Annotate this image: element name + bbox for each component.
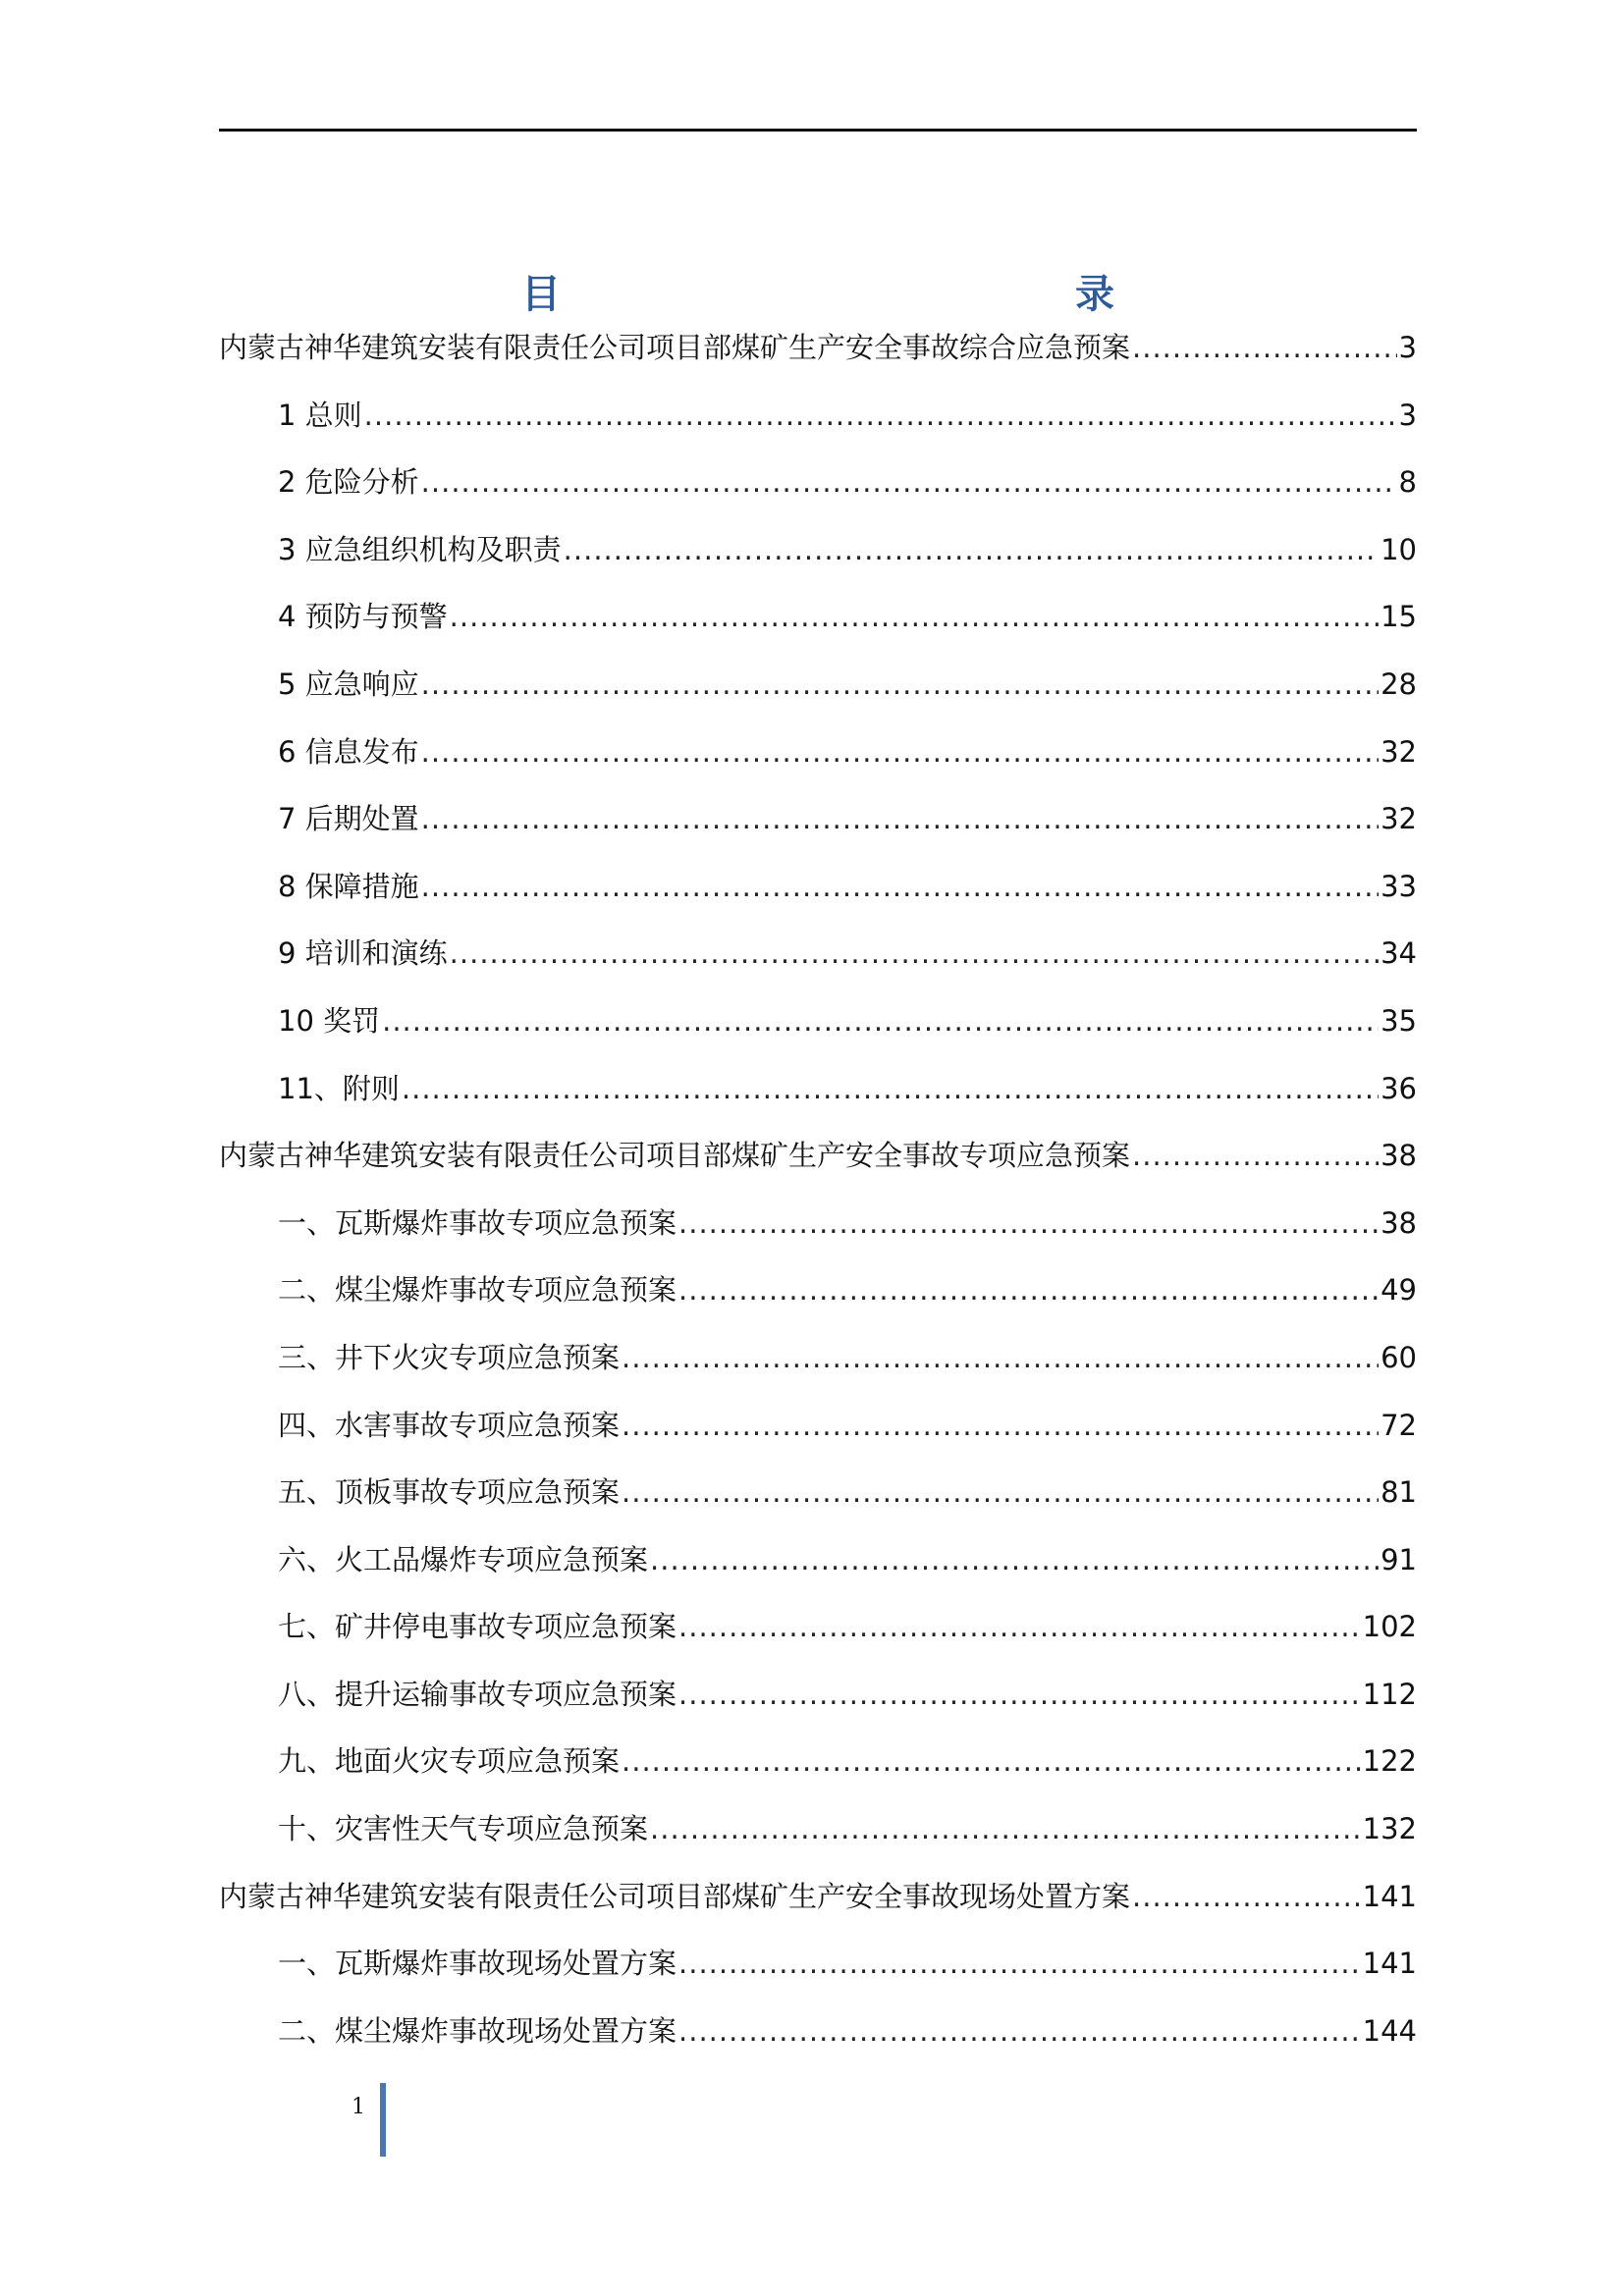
- toc-title: [219, 267, 1417, 322]
- toc-entry-label: 二、煤尘爆炸事故专项应急预案: [278, 1273, 677, 1308]
- toc-leader-dots: [450, 928, 1379, 979]
- table-of-contents: [219, 322, 1417, 2072]
- toc-title-char-2: 录: [1075, 271, 1114, 317]
- toc-leader-dots: [382, 995, 1379, 1046]
- toc-entry[interactable]: [219, 524, 1417, 592]
- toc-entry[interactable]: [219, 659, 1417, 726]
- toc-entry[interactable]: [219, 1938, 1417, 2005]
- toc-entry-page: 141: [1362, 1947, 1417, 1981]
- toc-entry[interactable]: [219, 1735, 1417, 1803]
- toc-entry-page: 32: [1380, 734, 1417, 769]
- toc-entry[interactable]: [219, 995, 1417, 1063]
- toc-entry-label: 三、井下火灾专项应急预案: [278, 1340, 621, 1374]
- toc-entry-label: 7 后期处置: [278, 802, 419, 836]
- toc-leader-dots: [421, 793, 1379, 844]
- toc-entry-page: 38: [1380, 1139, 1417, 1173]
- toc-entry-label: 十、灾害性天气专项应急预案: [278, 1812, 649, 1846]
- toc-entry[interactable]: [219, 1332, 1417, 1400]
- toc-entry[interactable]: [219, 1871, 1417, 1939]
- toc-entry[interactable]: [219, 726, 1417, 794]
- toc-entry-label: 内蒙古神华建筑安装有限责任公司项目部煤矿生产安全事故综合应急预案: [219, 331, 1131, 364]
- toc-entry[interactable]: [219, 456, 1417, 524]
- toc-leader-dots: [421, 726, 1379, 777]
- toc-entry-page: 81: [1380, 1475, 1417, 1510]
- toc-leader-dots: [450, 591, 1379, 642]
- toc-leader-dots: [678, 1669, 1361, 1720]
- footer-accent-bar: [380, 2083, 386, 2157]
- toc-leader-dots: [650, 1534, 1379, 1585]
- toc-entry-page: 3: [1398, 398, 1417, 432]
- toc-entry-label: 内蒙古神华建筑安装有限责任公司项目部煤矿生产安全事故专项应急预案: [219, 1139, 1131, 1173]
- toc-leader-dots: [622, 1332, 1379, 1383]
- toc-entry-page: 32: [1380, 802, 1417, 836]
- toc-entry-label: 一、瓦斯爆炸事故现场处置方案: [278, 1947, 677, 1981]
- toc-entry-page: 28: [1380, 667, 1417, 701]
- toc-entry[interactable]: [219, 1534, 1417, 1602]
- toc-entry-page: 112: [1362, 1677, 1417, 1711]
- toc-entry-page: 15: [1380, 600, 1417, 634]
- toc-entry-label: 二、煤尘爆炸事故现场处置方案: [278, 2013, 677, 2048]
- page-number: 1: [352, 2095, 365, 2119]
- toc-entry-label: 8 保障措施: [278, 869, 419, 903]
- toc-entry-page: 102: [1362, 1610, 1417, 1644]
- toc-entry-page: 72: [1380, 1408, 1417, 1442]
- toc-entry[interactable]: [219, 2005, 1417, 2073]
- toc-entry-label: 10 奖罚: [278, 1003, 381, 1038]
- toc-leader-dots: [1132, 1130, 1379, 1181]
- toc-entry-label: 内蒙古神华建筑安装有限责任公司项目部煤矿生产安全事故现场处置方案: [219, 1879, 1131, 1913]
- toc-entry-label: 四、水害事故专项应急预案: [278, 1408, 621, 1442]
- toc-entry-label: 11、附则: [278, 1071, 400, 1105]
- toc-entry[interactable]: [219, 322, 1417, 390]
- toc-entry-page: 132: [1362, 1812, 1417, 1846]
- toc-entry[interactable]: [219, 1803, 1417, 1871]
- toc-entry-label: 6 信息发布: [278, 734, 419, 769]
- toc-entry-label: 2 危险分析: [278, 465, 419, 500]
- toc-entry[interactable]: [219, 1130, 1417, 1198]
- toc-entry-page: 36: [1380, 1071, 1417, 1105]
- toc-entry-label: 六、火工品爆炸专项应急预案: [278, 1542, 649, 1576]
- toc-entry-label: 八、提升运输事故专项应急预案: [278, 1677, 677, 1711]
- toc-entry-page: 35: [1380, 1003, 1417, 1038]
- toc-entry[interactable]: [219, 1063, 1417, 1131]
- toc-entry[interactable]: [219, 861, 1417, 929]
- toc-leader-dots: [678, 1601, 1361, 1652]
- toc-leader-dots: [678, 1264, 1379, 1315]
- toc-entry-label: 1 总则: [278, 398, 362, 432]
- toc-entry-page: 60: [1380, 1340, 1417, 1374]
- toc-title-char-1: 目: [521, 271, 561, 317]
- toc-entry-page: 33: [1380, 869, 1417, 903]
- toc-leader-dots: [421, 659, 1379, 710]
- toc-entry[interactable]: [219, 1400, 1417, 1468]
- toc-entry-label: 一、瓦斯爆炸事故专项应急预案: [278, 1205, 677, 1240]
- toc-entry[interactable]: [219, 928, 1417, 995]
- toc-entry-page: 3: [1398, 331, 1417, 364]
- toc-entry[interactable]: [219, 1467, 1417, 1534]
- toc-leader-dots: [421, 456, 1397, 507]
- toc-leader-dots: [622, 1467, 1379, 1518]
- toc-entry-page: 122: [1362, 1744, 1417, 1779]
- toc-entry-page: 34: [1380, 936, 1417, 971]
- toc-entry-label: 九、地面火灾专项应急预案: [278, 1744, 621, 1779]
- toc-entry-page: 8: [1398, 465, 1417, 500]
- toc-leader-dots: [564, 524, 1379, 575]
- toc-entry-label: 3 应急组织机构及职责: [278, 532, 562, 566]
- toc-leader-dots: [678, 1938, 1361, 1989]
- toc-leader-dots: [402, 1063, 1379, 1114]
- toc-entry[interactable]: [219, 1264, 1417, 1332]
- toc-leader-dots: [622, 1400, 1379, 1451]
- toc-leader-dots: [678, 1198, 1379, 1249]
- toc-leader-dots: [1132, 1871, 1361, 1922]
- toc-entry-page: 10: [1380, 532, 1417, 566]
- toc-entry-page: 49: [1380, 1273, 1417, 1308]
- toc-entry[interactable]: [219, 1601, 1417, 1669]
- header-rule: [219, 129, 1417, 132]
- toc-entry[interactable]: [219, 1198, 1417, 1265]
- toc-entry-label: 5 应急响应: [278, 667, 419, 701]
- toc-entry[interactable]: [219, 1669, 1417, 1736]
- toc-leader-dots: [421, 861, 1379, 912]
- toc-entry[interactable]: [219, 793, 1417, 861]
- toc-entry-page: 141: [1362, 1879, 1417, 1913]
- toc-leader-dots: [678, 2005, 1361, 2056]
- toc-entry[interactable]: [219, 591, 1417, 659]
- toc-entry-label: 9 培训和演练: [278, 936, 448, 971]
- toc-leader-dots: [650, 1803, 1361, 1854]
- toc-entry-page: 38: [1380, 1205, 1417, 1240]
- toc-leader-dots: [622, 1735, 1361, 1787]
- toc-entry-label: 五、顶板事故专项应急预案: [278, 1475, 621, 1510]
- toc-entry-page: 144: [1362, 2013, 1417, 2048]
- toc-entry[interactable]: [219, 390, 1417, 457]
- toc-entry-page: 91: [1380, 1542, 1417, 1576]
- toc-leader-dots: [1132, 322, 1397, 373]
- toc-entry-label: 七、矿井停电事故专项应急预案: [278, 1610, 677, 1644]
- toc-leader-dots: [364, 390, 1397, 441]
- toc-entry-label: 4 预防与预警: [278, 600, 448, 634]
